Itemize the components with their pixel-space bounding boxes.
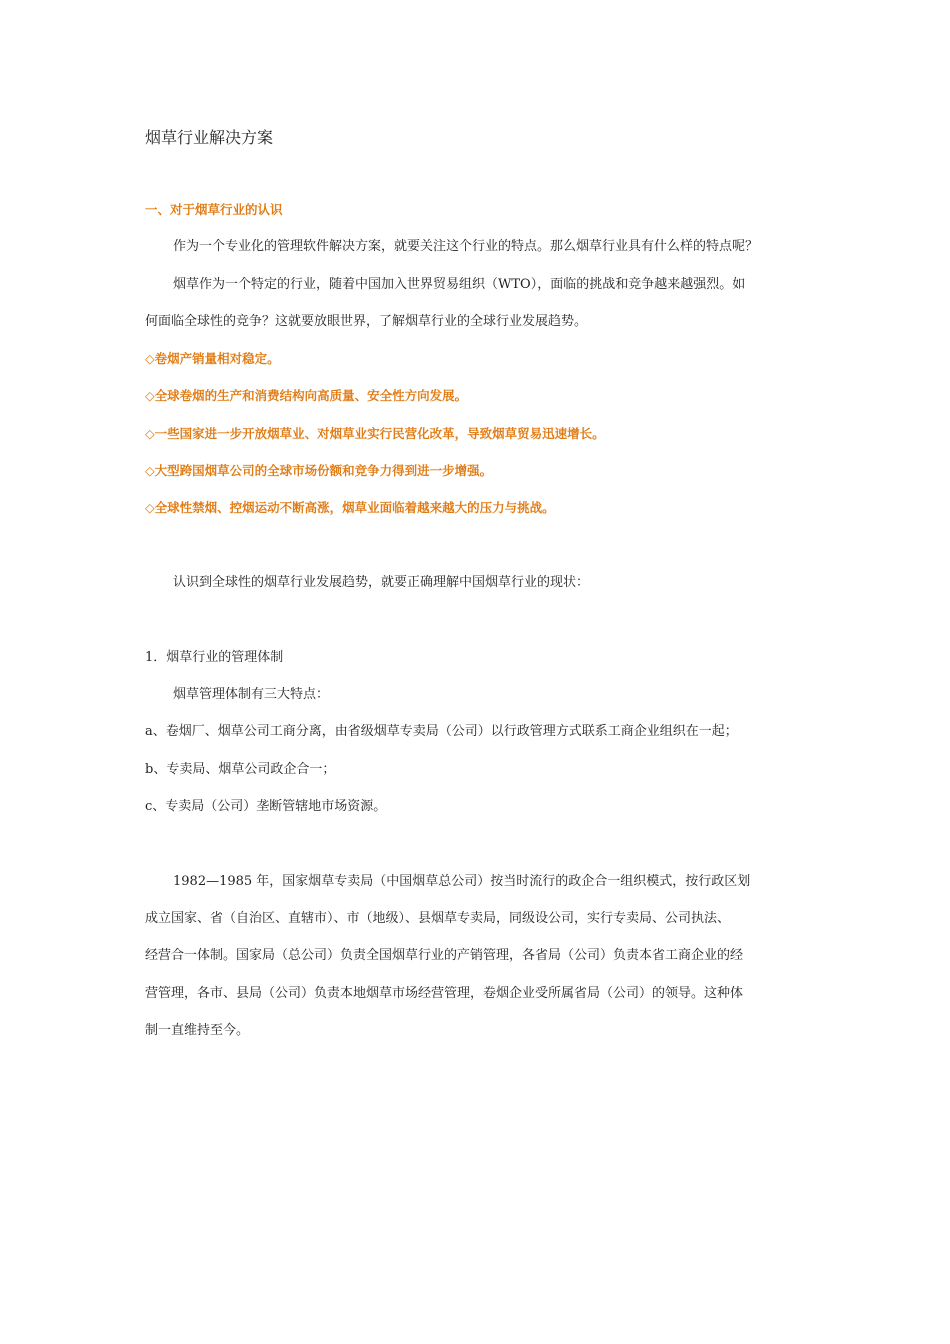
trend-item: ◇全球性禁烟、控烟运动不断高涨，烟草业面临着越来越大的压力与挑战。 — [145, 500, 555, 515]
history-line: 制一直维持至今。 — [145, 1023, 250, 1038]
trend-item: ◇卷烟产销量相对稳定。 — [145, 351, 280, 366]
features-intro: 烟草管理体制有三大特点： — [173, 687, 330, 702]
feature-item: a、卷烟厂、烟草公司工商分离，由省级烟草专卖局（公司）以行政管理方式联系工商企业组织在一起； — [145, 724, 738, 739]
section-heading: 一、对于烟草行业的认识 — [145, 202, 283, 217]
history-line: 营管理，各市、县局（公司）负责本地烟草市场经营管理，卷烟企业受所属省局（公司）的领导。这种体 — [145, 986, 744, 1001]
subsection-heading: 1．烟草行业的管理体制 — [145, 650, 284, 665]
history-line: 1982—1985 年，国家烟草专卖局（中国烟草总公司）按当时流行的政企合一组织模式，按行政区划 — [173, 874, 751, 889]
global-paragraph-line: 何面临全球性的竞争？这就要放眼世界，了解烟草行业的全球行业发展趋势。 — [145, 314, 588, 329]
status-intro: 认识到全球性的烟草行业发展趋势，就要正确理解中国烟草行业的现状： — [173, 575, 590, 590]
trend-item: ◇一些国家进一步开放烟草业、对烟草业实行民营化改革，导致烟草贸易迅速增长。 — [145, 426, 605, 441]
history-line: 成立国家、省（自治区、直辖市）、市（地级）、县烟草专卖局，同级设公司，实行专卖局、公司执法、 — [145, 911, 731, 926]
trend-item: ◇全球卷烟的生产和消费结构向高质量、安全性方向发展。 — [145, 388, 468, 403]
global-paragraph-line: 烟草作为一个特定的行业，随着中国加入世界贸易组织（WTO），面临的挑战和竞争越来越强烈。如 — [173, 277, 746, 292]
trend-item: ◇大型跨国烟草公司的全球市场份额和竞争力得到进一步增强。 — [145, 463, 493, 478]
document-title: 烟草行业解决方案 — [145, 128, 274, 147]
intro-paragraph: 作为一个专业化的管理软件解决方案，就要关注这个行业的特点。那么烟草行业具有什么样的特点呢？ — [173, 239, 759, 254]
feature-item: b、专卖局、烟草公司政企合一； — [145, 762, 336, 777]
history-line: 经营合一体制。国家局（总公司）负责全国烟草行业的产销管理，各省局（公司）负责本省工商企业的经 — [145, 948, 744, 963]
feature-item: c、专卖局（公司）垄断管辖地市场资源。 — [145, 799, 387, 814]
